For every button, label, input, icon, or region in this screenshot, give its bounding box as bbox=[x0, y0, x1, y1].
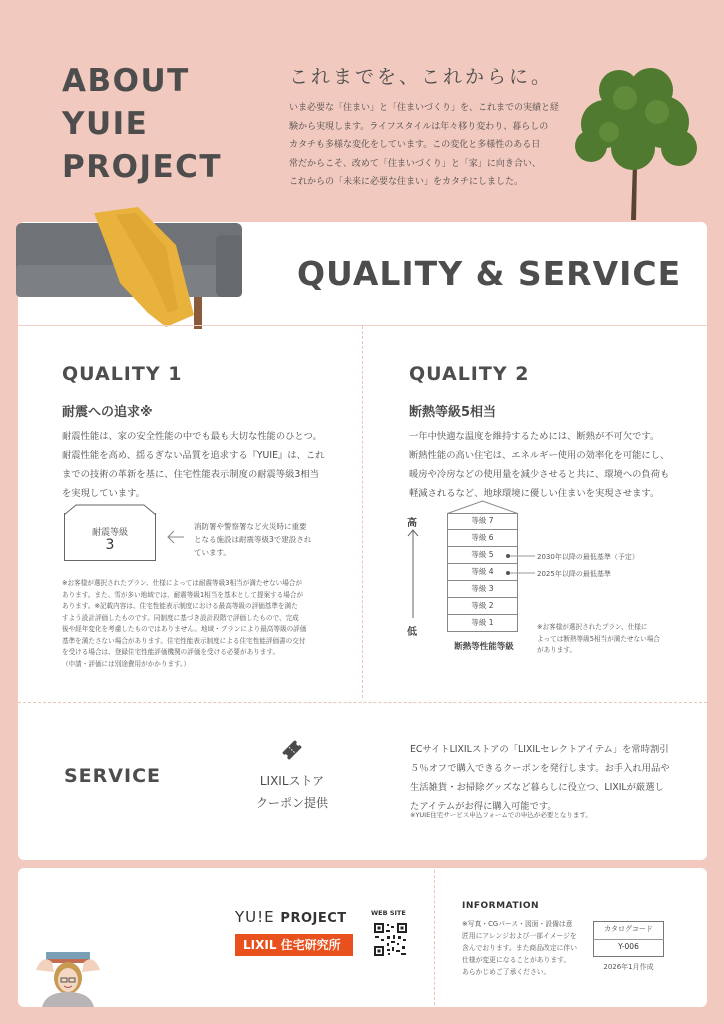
building-roof bbox=[447, 500, 518, 514]
grade-note bbox=[194, 520, 334, 559]
grade-row: 等級 3 bbox=[447, 581, 518, 598]
quality2-body-line: 一年中快適な温度を維持するためには、断熱が不可欠です。 bbox=[409, 431, 660, 442]
service-center-line: クーポン提供 bbox=[255, 796, 328, 810]
quality1-note-line: すよう設計評価したものです。同制度に基づき設計段階で評価したもので、完成 bbox=[62, 613, 299, 622]
about-title-line: YUIE bbox=[62, 106, 149, 142]
service-body-line: ECサイトLIXILストアの「LIXILセレクトアイテム」を常時割引 bbox=[410, 744, 669, 755]
quality1-note bbox=[62, 578, 306, 670]
quality1-note-line: 後や経年変化を考慮したものではありません。地域・プランにより最高等級の評価 bbox=[62, 625, 307, 633]
intro-line: いま必要な「住まい」と「住まいづくり」を、これまでの実績と経 bbox=[289, 103, 560, 113]
service-heading: SERVICE bbox=[64, 765, 161, 787]
quality2-note-line: ※お客様が選択されたプラン、仕様に bbox=[537, 623, 648, 631]
quality2-subheading: 断熱等級5相当 bbox=[409, 405, 497, 420]
grade-row: 等級 2 bbox=[447, 598, 518, 615]
service-body-line: たアイテムがお得に購入可能です。 bbox=[410, 801, 557, 812]
column-divider bbox=[362, 326, 363, 698]
grade-row: 等級 7 bbox=[447, 513, 518, 530]
low-label: 低 bbox=[407, 627, 417, 638]
about-title-line: ABOUT bbox=[62, 63, 190, 99]
quality1-note-line: を受ける場合は、登録住宅性能評価機関の評価を受ける必要があります。 bbox=[62, 648, 280, 656]
grade-row: 等級 6 bbox=[447, 530, 518, 547]
quality1-heading: QUALITY 1 bbox=[62, 363, 183, 385]
lixil-logo: LIXIL 住宅研究所 bbox=[235, 934, 353, 956]
quality2-heading: QUALITY 2 bbox=[409, 363, 530, 385]
yuie-logo-mark: YU!E bbox=[235, 908, 275, 926]
grade-note-line: ています。 bbox=[194, 548, 231, 557]
service-body bbox=[410, 740, 670, 816]
quality1-body-line: 耐震性能は、家の安全性能の中でも最も大切な性能のひとつ。 bbox=[62, 431, 322, 442]
catalog-code-label: カタログコード bbox=[604, 925, 653, 933]
service-note: ※YUIE住宅サービス申込フォームでの申込が必要となります。 bbox=[410, 811, 592, 819]
quality2-body-line: 軽減されるなど、地球環境に優しい住まいを実現させます。 bbox=[409, 488, 660, 499]
service-center bbox=[240, 770, 344, 814]
quality-service-title: QUALITY & SERVICE bbox=[297, 254, 682, 293]
quality2-note bbox=[537, 622, 660, 657]
quality1-body-line: 耐震性能を高め、揺るぎない品質を追求する『YUIE』は、これ bbox=[62, 450, 325, 461]
tree-image bbox=[553, 62, 713, 222]
intro-line: 験から実現します。ライフスタイルは年々移り変わり、暮らしの bbox=[289, 121, 549, 132]
quality1-note-line: あります。また、雪が多い地域では、耐震等級1相当を基本として提案する場合が bbox=[62, 590, 304, 599]
headline: これまでを、これからに。 bbox=[289, 66, 554, 88]
info-line: 仕様が変更になることがあります。 bbox=[462, 956, 571, 964]
service-body-line: ５％オフで購入できるクーポンを発行します。お手入れ用品や bbox=[410, 763, 670, 774]
quality2-body bbox=[409, 427, 669, 503]
quality2-body-line: 断熱性能の高い住宅は、エネルギー使用の効率化を可能にし、 bbox=[409, 450, 670, 461]
intro-text bbox=[289, 99, 574, 192]
yuie-logo-text: PROJECT bbox=[280, 911, 347, 926]
quality2-note-line: よっては断熱等級5相当が満たせない場合 bbox=[537, 634, 660, 643]
intro-line: これからの「未来に必要な住まい」をカタチにしました。 bbox=[289, 177, 524, 187]
grade-label: 耐震等級 bbox=[91, 528, 128, 538]
grade-row: 等級 1 bbox=[447, 615, 518, 632]
arrow-up-icon bbox=[407, 528, 419, 620]
coupon-icon bbox=[280, 738, 304, 762]
service-body-line: 生活雑貨・お掃除グッズなど暮らしに役立つ、LIXILが厳選し bbox=[410, 782, 664, 793]
section-divider bbox=[18, 702, 707, 703]
service-center-line: LIXILストア bbox=[259, 774, 325, 788]
about-title-line: PROJECT bbox=[62, 149, 223, 185]
high-label: 高 bbox=[407, 518, 417, 529]
standard-markers bbox=[505, 552, 537, 580]
info-text bbox=[462, 918, 577, 978]
catalog-code-divider bbox=[593, 939, 664, 940]
quality1-body-line: までの技術の革新を基に、住宅性能表示制度の耐震等級3相当 bbox=[62, 469, 319, 480]
info-line: あらかじめご了承ください。 bbox=[462, 968, 551, 976]
quality1-note-line: ※お客様が選択されたプラン、仕様によっては耐震等級3相当が満たせない場合が bbox=[62, 579, 302, 587]
sofa-image bbox=[16, 205, 246, 331]
grade-row: 等級 4 bbox=[447, 564, 518, 581]
web-site-label: WEB SITE bbox=[371, 909, 406, 917]
grade-note-line: となる施設は耐震等級3で建設され bbox=[194, 535, 312, 544]
quality1-body bbox=[62, 427, 324, 503]
grade-note-line: 消防署や警察署など火災時に重要 bbox=[194, 522, 307, 531]
arrow-left-icon bbox=[166, 530, 186, 544]
footer-divider bbox=[434, 870, 435, 1005]
quality2-note-line: があります。 bbox=[537, 646, 577, 654]
about-title bbox=[62, 60, 222, 189]
standard-2030-label: 2030年以降の最低基準（予定） bbox=[537, 553, 639, 561]
quality1-note-line: （申請・評価には別途費用がかかります。） bbox=[62, 659, 191, 668]
intro-line: 常だからこそ、改めて「住まいづくり」と「家」に向き合い、 bbox=[289, 158, 541, 169]
info-line: ※写真・CGパース・図面・設備は意 bbox=[462, 920, 573, 928]
scale-label: 断熱等性能等級 bbox=[454, 642, 514, 652]
catalog-code-value: Y-006 bbox=[618, 942, 639, 951]
grade-value: 3 bbox=[105, 537, 115, 553]
standard-2025-label: 2025年以降の最低基準 bbox=[537, 570, 611, 578]
qr-code-icon[interactable] bbox=[373, 922, 408, 957]
quality1-note-line: 基準を満たさない場合があります。住宅性能表示制度による住宅性能評価書の交付 bbox=[62, 636, 306, 645]
info-line: 匠用にアレンジおよび一部イメージを bbox=[462, 932, 577, 940]
info-heading: INFORMATION bbox=[462, 901, 540, 911]
created-date: 2026年1月作成 bbox=[603, 963, 654, 971]
quality1-subheading: 耐震への追求※ bbox=[62, 405, 153, 420]
quality1-note-line: あります。※記載内容は、住宅性能表示制度における最高等級の評価基準を満た bbox=[62, 602, 298, 610]
yuie-project-logo bbox=[235, 908, 347, 926]
person-image bbox=[18, 950, 128, 1007]
quality1-body-line: を実現しています。 bbox=[62, 488, 145, 499]
info-line: 含んでおります。また商品改定に伴い bbox=[462, 944, 578, 952]
grade-row: 等級 5 bbox=[447, 547, 518, 564]
quality2-body-line: 暖房や冷房などの使用量を減少させると共に、環境への負荷も bbox=[409, 469, 670, 480]
intro-line: カタチも多様な変化をしています。この変化と多様性のある日 bbox=[289, 140, 541, 150]
